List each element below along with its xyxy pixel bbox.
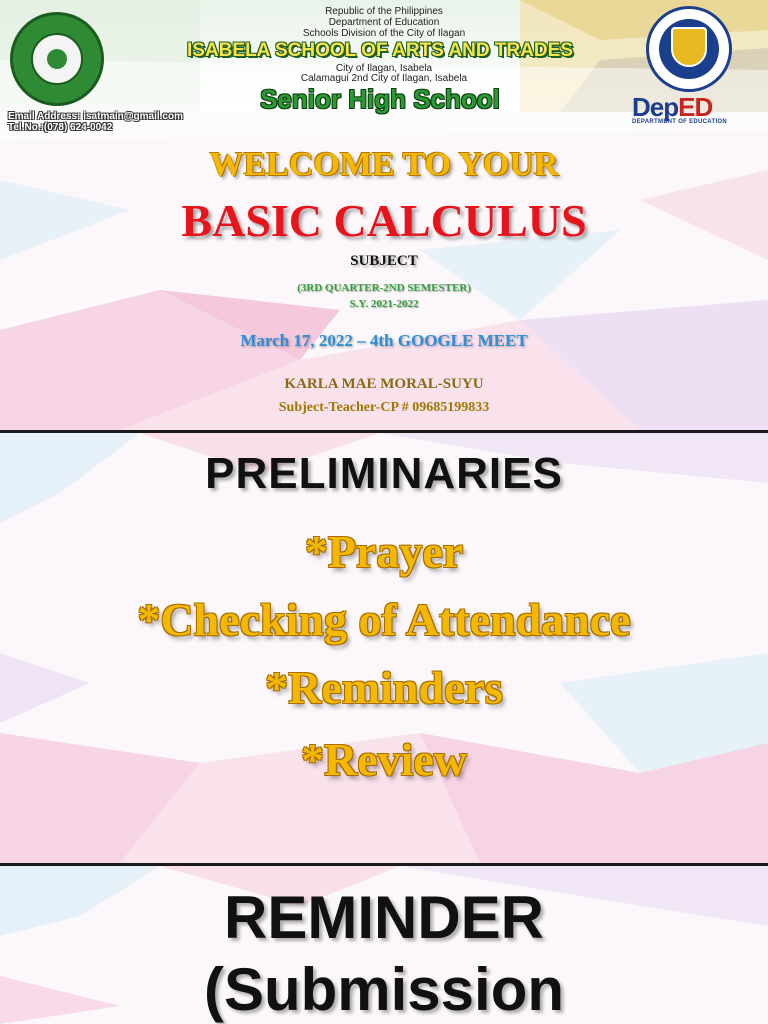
teacher-contact: Subject-Teacher-CP # 09685199833 [278,400,490,415]
program-title: Senior High School [260,84,500,114]
deped-subtitle: DEPARTMENT OF EDUCATION [632,119,728,125]
city-text: City of Ilagan, Isabela [335,63,433,74]
school-name: ISABELA SCHOOL OF ARTS AND TRADES [187,40,573,61]
department-text: Department of Education [328,17,440,28]
division-text: Schools Division of the City of Ilagan [302,28,466,39]
email-text: Email Address: isatmain@gmail.com [8,111,183,122]
teacher-name: KARLA MAE MORAL-SUYU [284,376,484,392]
address-text: Calamagui 2nd City of Ilagan, Isabela [300,73,468,84]
reminder-title [0,882,768,1024]
meeting-date: March 17, 2022 – 4th GOOGLE MEET [240,331,528,350]
school-seal-logo [10,12,104,106]
deped-word-part1: Dep [632,92,679,122]
prelim-item-review: *Review [300,734,468,785]
reminder-title-line2: (Submission [203,956,565,1023]
deped-logo [632,92,762,132]
preliminaries-title: PRELIMINARIES [205,449,563,498]
deped-division-seal [646,6,732,92]
preliminaries-slide [0,433,768,863]
prelim-item-reminders: *Reminders [265,662,503,713]
subject-label: SUBJECT [350,253,418,269]
prelim-item-prayer: *Prayer [304,526,464,577]
prelim-item-attendance: *Checking of Attendance [137,594,631,645]
title-slide [0,0,768,430]
reminder-slide [0,866,768,1024]
deped-word-part2: ED [678,92,713,122]
subject-title: BASIC CALCULUS [181,195,587,246]
republic-text: Republic of the Philippines [325,6,443,17]
semester-text: (3RD QUARTER-2ND SEMESTER) [297,282,471,294]
school-year-text: S.Y. 2021-2022 [349,298,419,310]
reminder-title-line1: REMINDER [223,884,544,951]
welcome-heading: WELCOME TO YOUR [209,146,559,183]
telephone-text: Tel.No.:(078) 624-0042 [8,122,113,133]
